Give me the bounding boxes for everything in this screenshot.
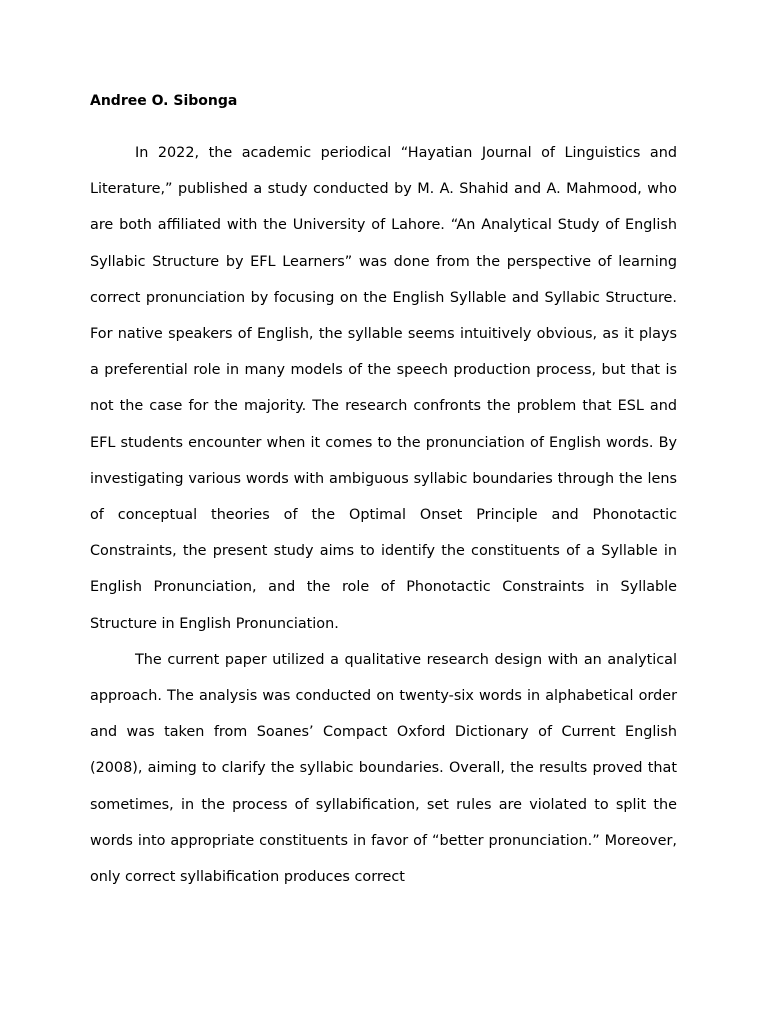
paragraph: The current paper utilized a qualitative research design with an analytical approach. The analysis was conducted on twenty-six words in alphabetical order and was taken from Soanes’ Compact Oxford Dictionary of Current English (2008), aiming to clarify the syllabic boundaries. Overall, the results proved that sometimes, in the process of syllabification, set rules are violated to split the words into appropriate constituents in favor of “better pronunciation.” Moreover, only correct syllabification produces correct <box>90 651 677 886</box>
paragraph: In 2022, the academic periodical “Hayatian Journal of Linguistics and Literature,” published a study conducted by M. A. Shahid and A. Mahmood, who are both affiliated with the University of Lahore. “An Analytical Study of English Syllabic Structure by EFL Learners” was done from the perspective of learning correct pronunciation by focusing on the English Syllable and Syllabic Structure. For native speakers of English, the syllable seems intuitively obvious, as it plays a preferential role in many models of the speech production process, but that is not the case for the majority. The research confronts the problem that ESL and EFL students encounter when it comes to the pronunciation of English words. By investigating various words with ambiguous syllabic boundaries through the lens of conceptual theories of the Optimal Onset Principle and Phonotactic Constraints, the present study aims to identify the constituents of a Syllable in English Pronunciation, and the role of Phonotactic Constraints in Syllable Structure in English Pronunciation. <box>90 145 677 632</box>
body-text <box>90 135 677 895</box>
author-name: Andree O. Sibonga <box>90 93 238 109</box>
